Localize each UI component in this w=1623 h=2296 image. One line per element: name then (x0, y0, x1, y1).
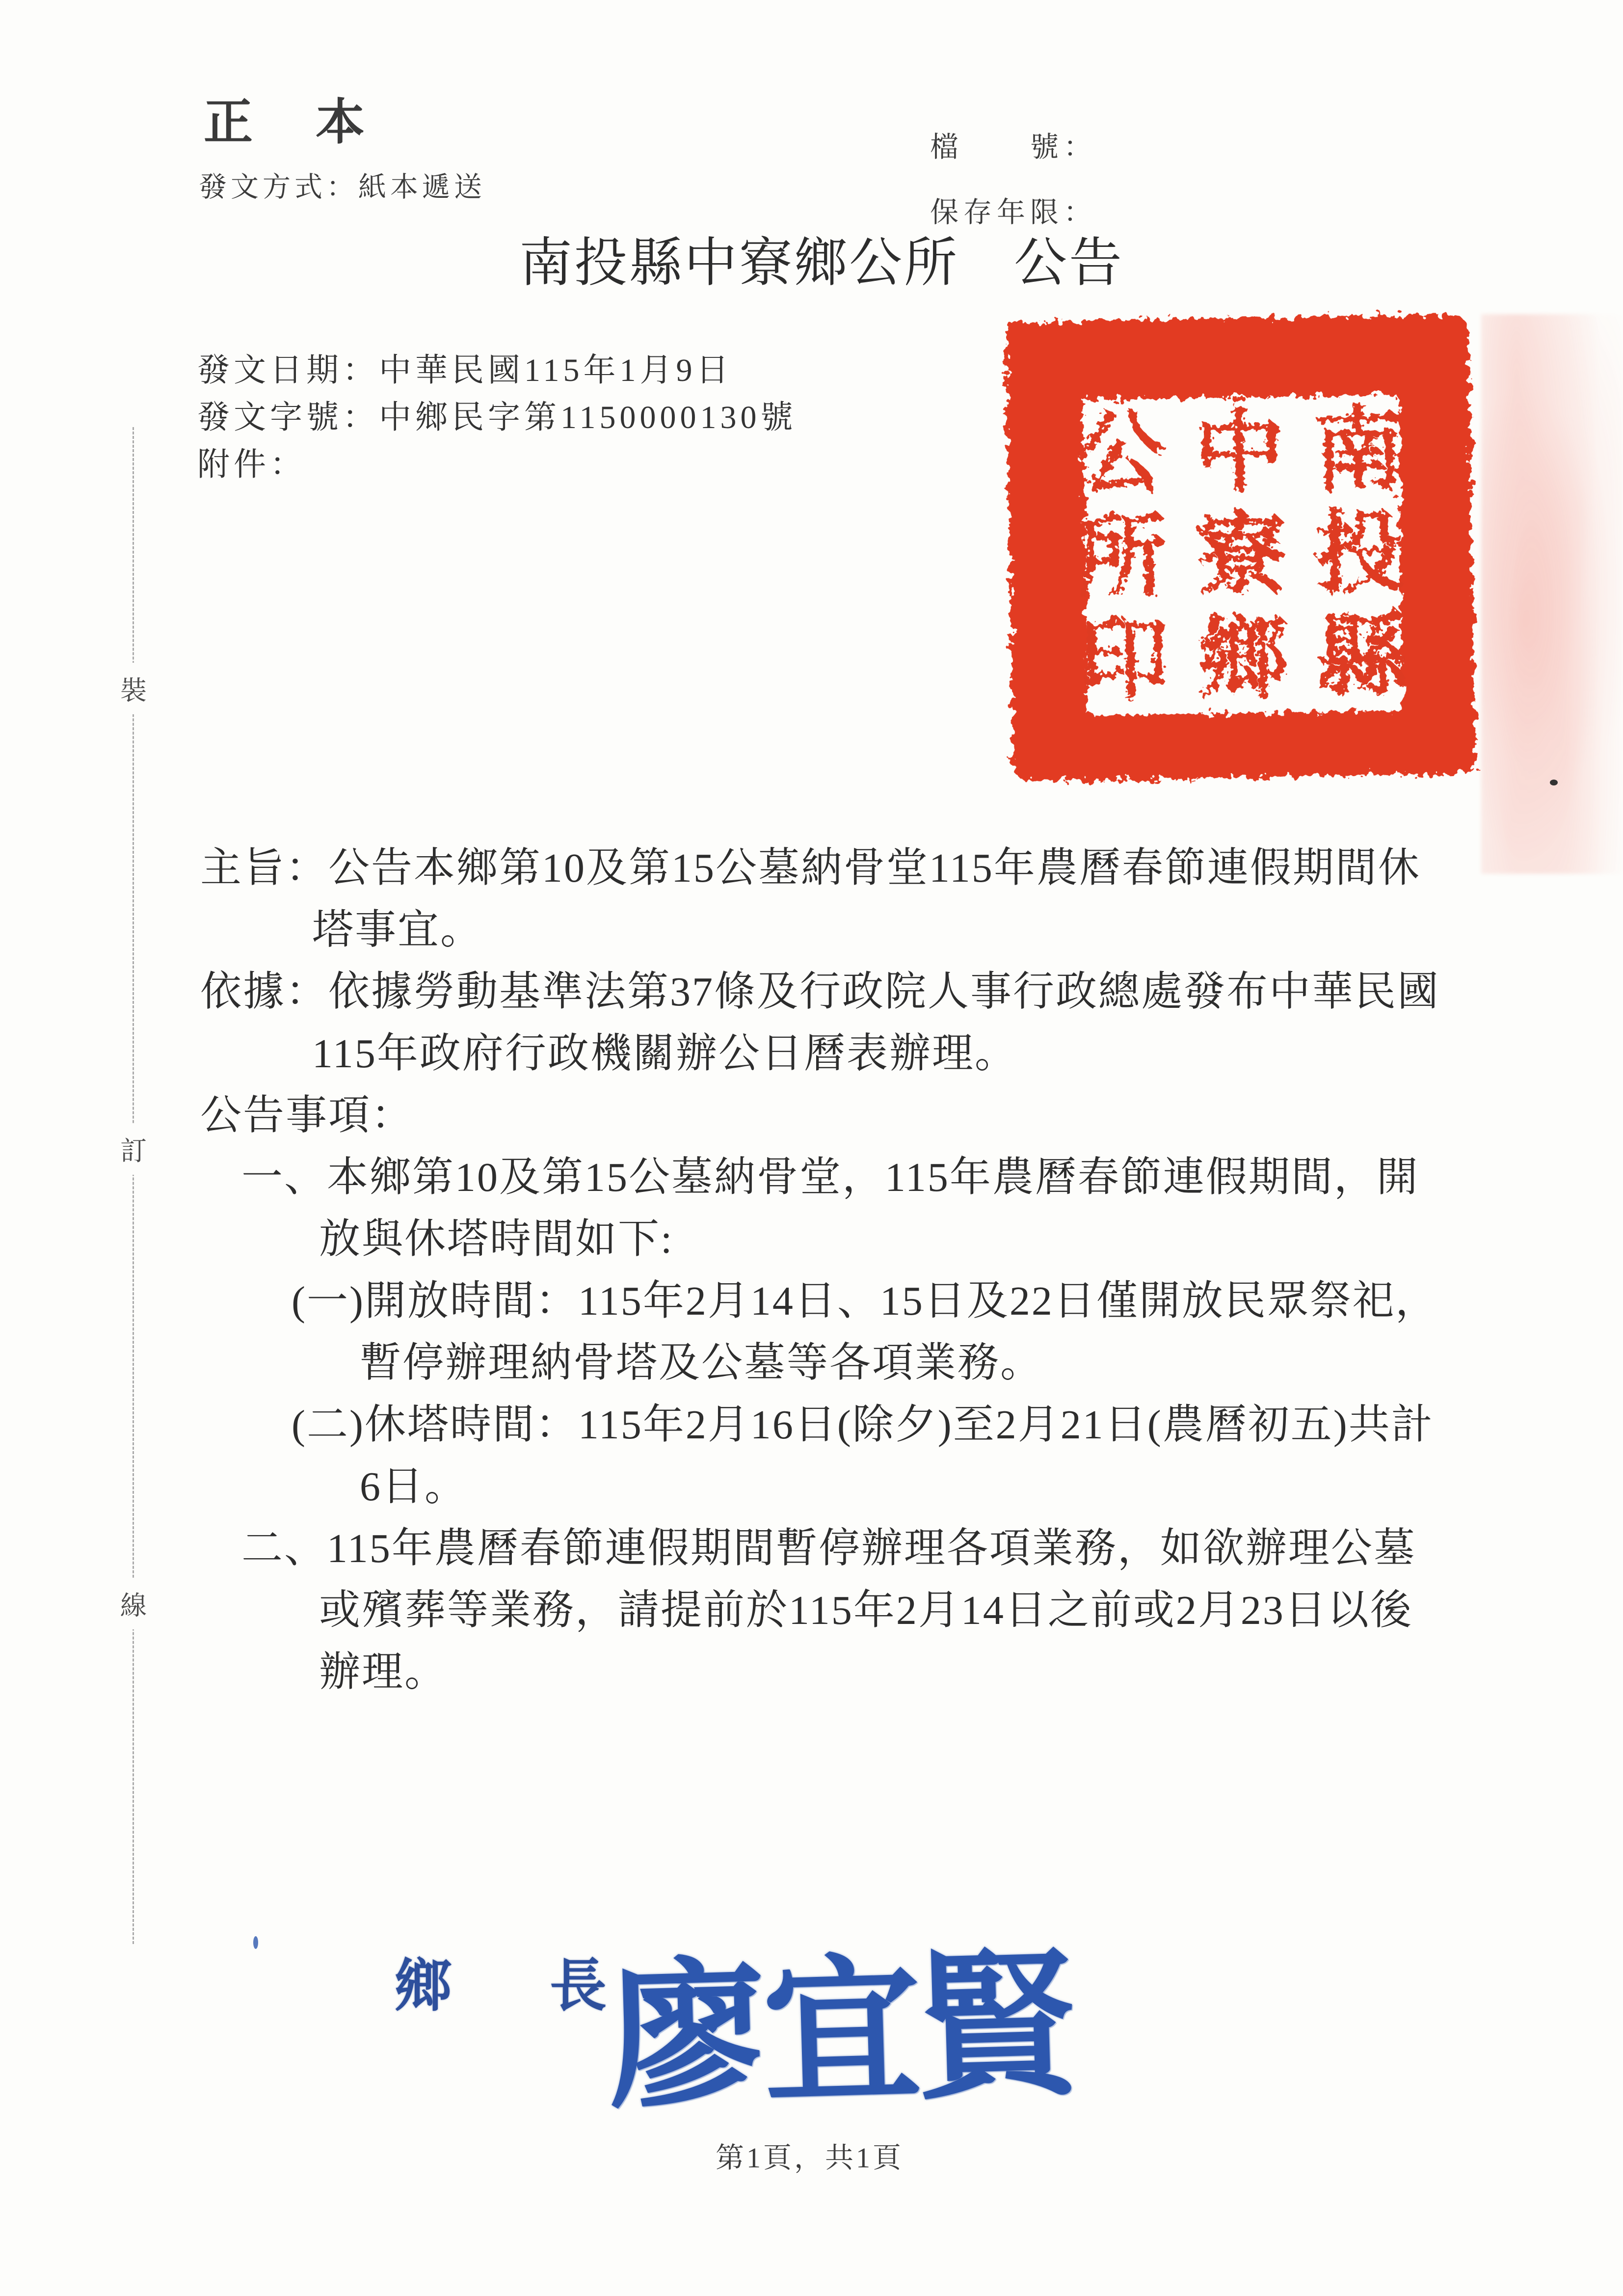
body-line-basis-1: 依據：依據勞動基準法第37條及行政院人事行政總處發布中華民國 (200, 969, 1440, 1015)
binding-mark-xian: 線 (117, 1578, 150, 1629)
seal-character: 中 (1194, 402, 1286, 504)
body-line-item1b-2: 6日。 (360, 1464, 468, 1510)
body-line-subject-2: 塔事宜。 (312, 907, 483, 953)
body-line-announcement-header: 公告事項： (200, 1093, 414, 1138)
mayor-signature-stamp: 廖宜賢 (606, 1939, 1076, 2128)
document-title: 南投縣中寮鄉公所 公告 (519, 234, 1124, 293)
delivery-method-label: 發文方式：紙本遞送 (199, 172, 486, 203)
binding-dashed-line (133, 427, 134, 1944)
mayor-title-stamp: 鄉 長 (395, 1955, 627, 2018)
blue-ink-speck (253, 1936, 258, 1949)
seal-character: 寮 (1195, 505, 1288, 607)
binding-mark-zhuang: 裝 (117, 663, 150, 714)
seal-character: 投 (1314, 502, 1407, 605)
body-line-item2-2: 或殯葬等業務，請提前於115年2月14日之前或2月23日以後 (319, 1588, 1413, 1633)
faint-stamp-residue (1481, 314, 1623, 874)
page-footer: 第1頁，共1頁 (716, 2142, 904, 2174)
body-line-basis-2: 115年政府行政機關辦公日曆表辦理。 (312, 1031, 1017, 1077)
attachment-label: 附件： (197, 447, 306, 483)
seal-script-text (1075, 400, 1410, 712)
file-number-label: 檔 號： (930, 131, 1097, 163)
binding-mark-ding: 訂 (117, 1123, 150, 1175)
issue-number: 發文字號：中鄉民字第1150000130號 (197, 400, 797, 435)
retention-period-label: 保存年限： (930, 196, 1097, 228)
seal-character: 印 (1078, 610, 1171, 712)
seal-character: 鄉 (1197, 608, 1289, 710)
body-line-item2-3: 辦理。 (319, 1649, 448, 1695)
seal-character: 所 (1076, 507, 1169, 609)
seal-character: 縣 (1316, 605, 1409, 708)
body-line-item1-2: 放與休塔時間如下: (319, 1216, 674, 1262)
body-line-item1b-1: (二)休塔時間：115年2月16日(除夕)至2月21日(農曆初五)共計 (292, 1402, 1434, 1448)
body-line-item1a-2: 暫停辦理納骨塔及公墓等各項業務。 (360, 1340, 1043, 1386)
body-line-item2-1: 二、115年農曆春節連假期間暫停辦理各項業務，如欲辦理公墓 (241, 1526, 1416, 1571)
copy-type-label: 正 本 (204, 95, 372, 150)
issue-date: 發文日期：中華民國115年1月9日 (197, 352, 733, 388)
body-line-subject-1: 主旨：公告本鄉第10及第15公墓納骨堂115年農曆春節連假期間休 (200, 845, 1421, 891)
seal-character: 南 (1312, 399, 1405, 502)
body-line-item1a-1: (一)開放時間：115年2月14日、15日及22日僅開放民眾祭祀， (292, 1278, 1438, 1324)
seal-character: 公 (1074, 404, 1167, 506)
body-line-item1-1: 一、本鄉第10及第15公墓納骨堂，115年農曆春節連假期間，開 (241, 1155, 1419, 1200)
official-seal (988, 294, 1492, 798)
ink-speck (1550, 780, 1558, 785)
